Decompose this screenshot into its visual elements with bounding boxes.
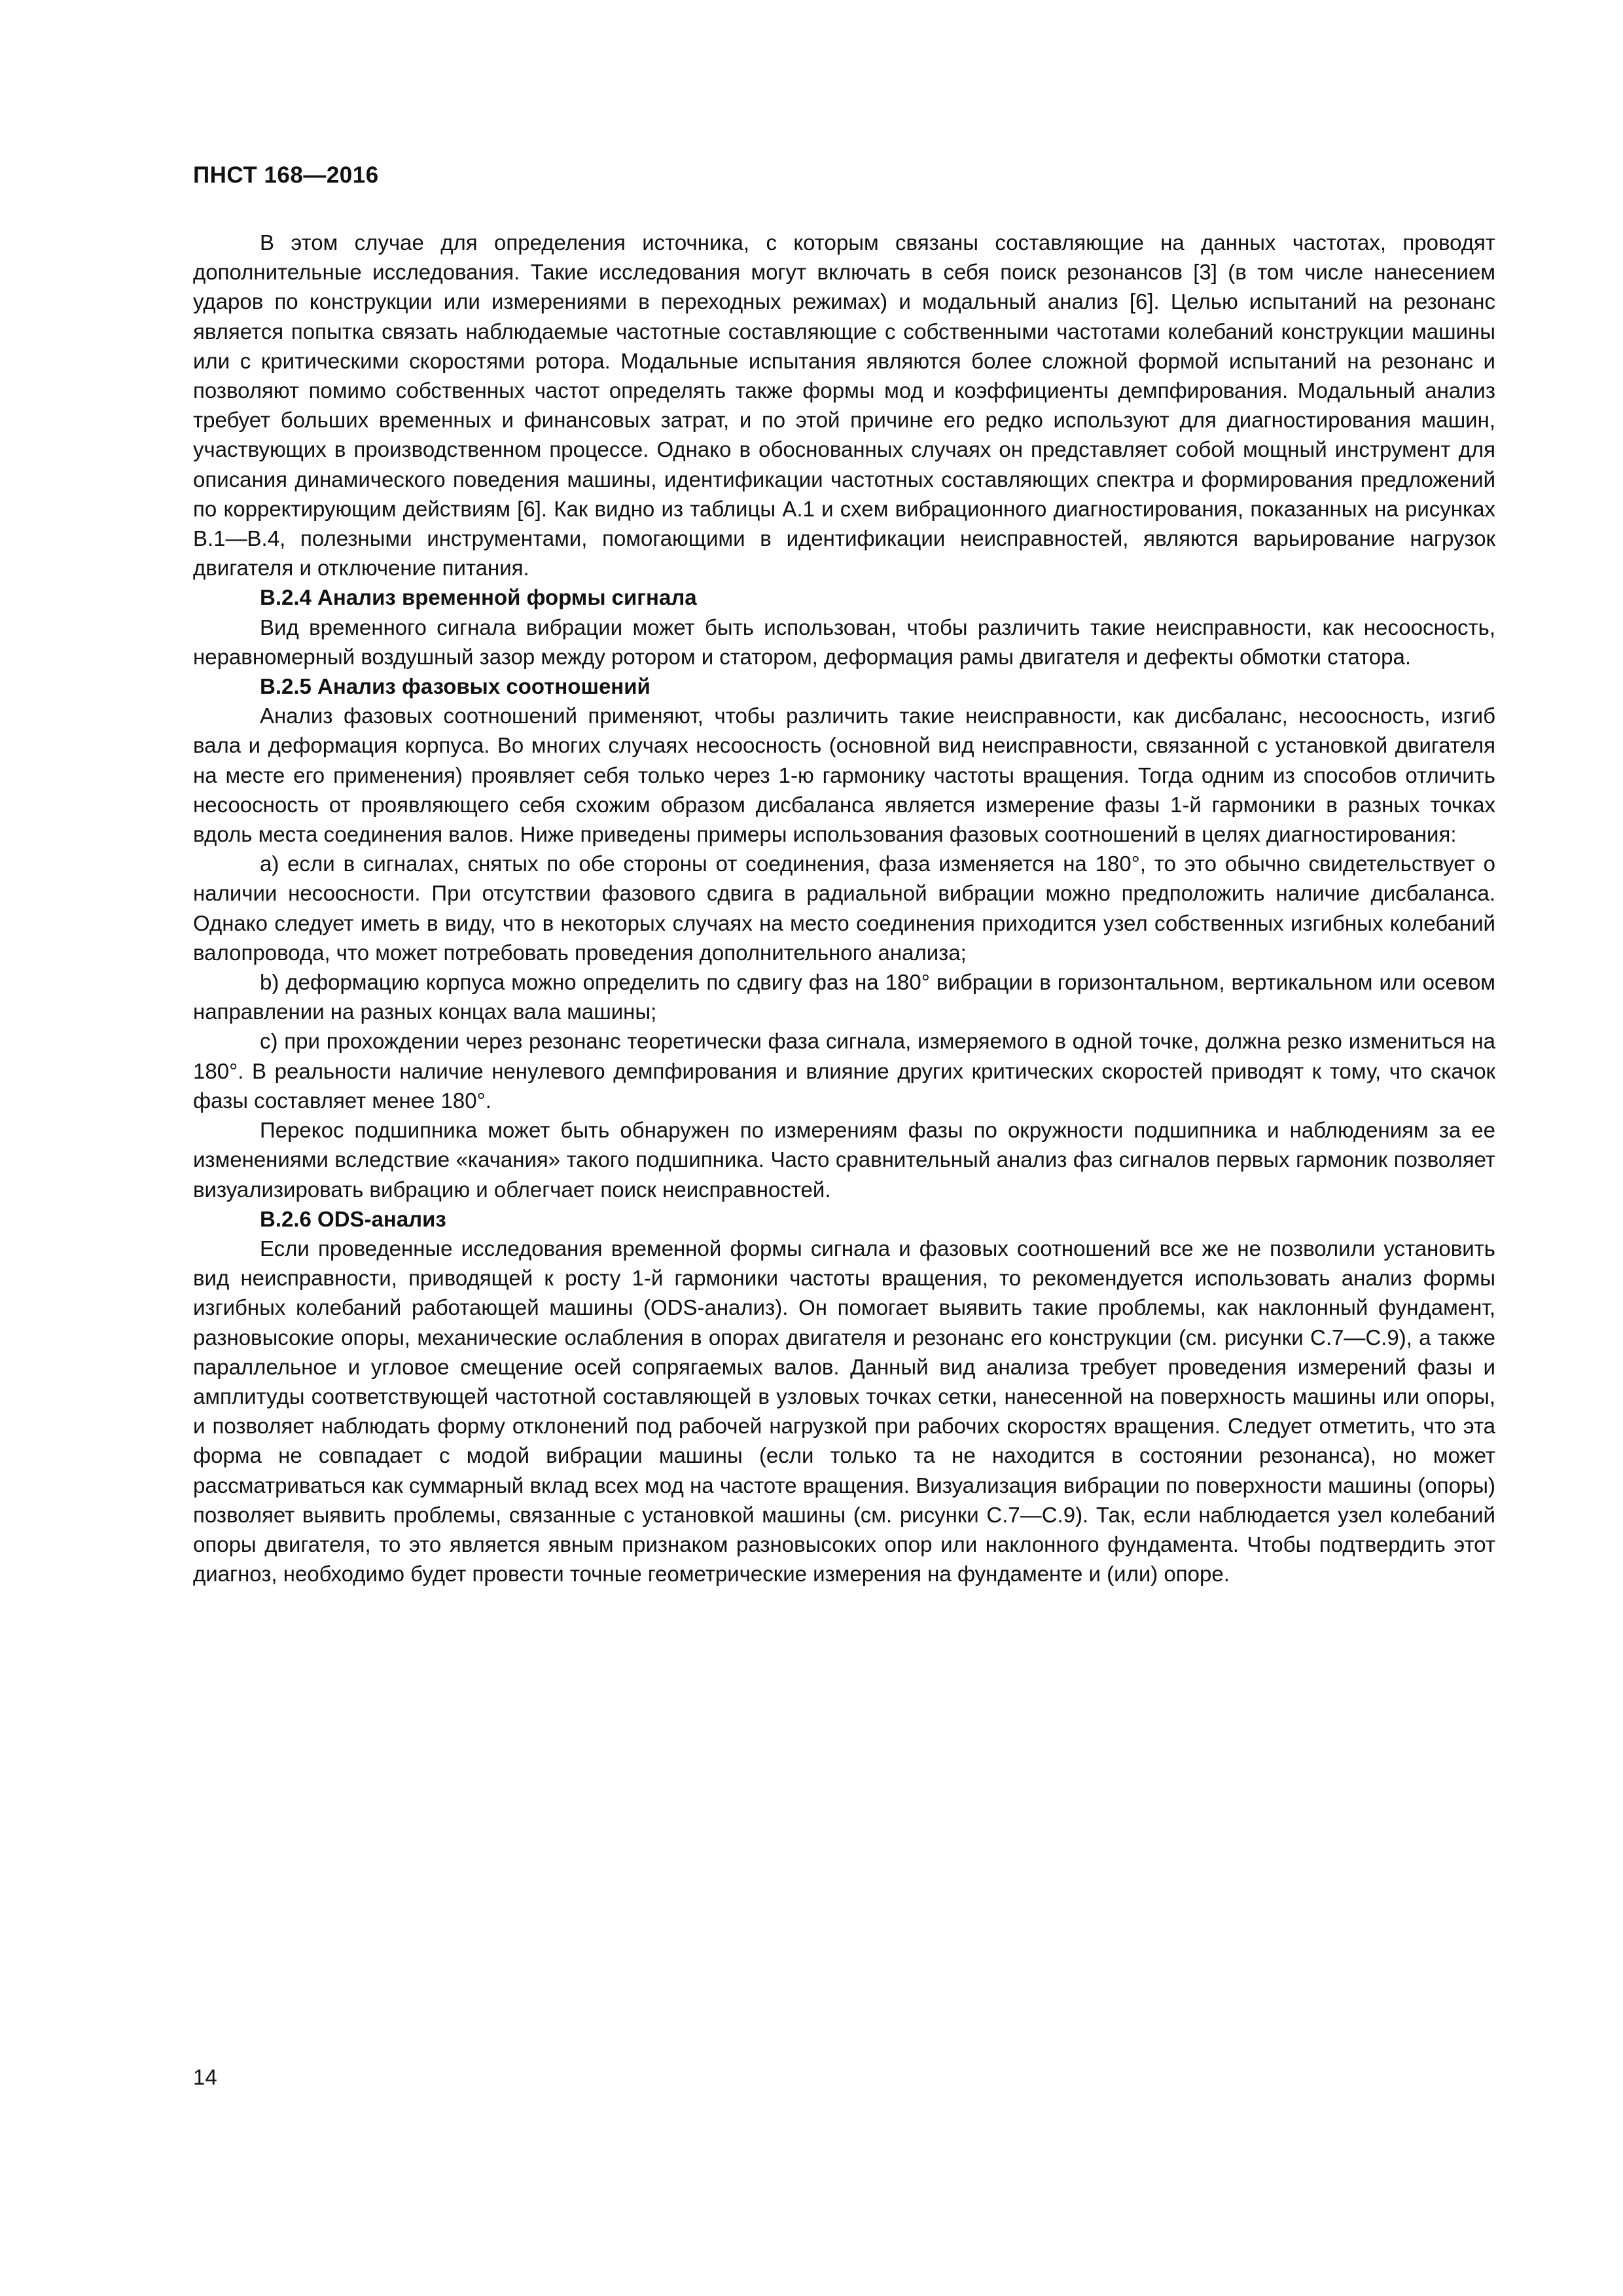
paragraph: В этом случае для определения источника, с которым связаны составляющие на данных частотах, проводят дополнительные исследования. Такие исследования могут включать в себя поиск резонансов [3] (в том числе нанесением ударов по конструкции или измерениями в переходных режимах) и модальный анализ [6]. Целью испытаний на резонанс является попытка связать наблюдаемые частотные составляющие с собственными частотами колебаний конструкции машины или с критическими скоростями ротора. Модальные испытания являются более сложной формой испытаний на резонанс и позволяют помимо собственных частот определять также формы мод и коэффициенты демпфирования. Модальный анализ требует больших временных и финансовых затрат, и по этой причине его редко используют для диагностирования машин, участвующих в производственном процессе. Однако в обоснованных случаях он представляет собой мощный инструмент для описания динамического поведения машины, идентификации частотных составляющих спектра и формирования предложений по корректирующим действиям [6]. Как видно из таблицы А.1 и схем вибрационного диагностирования, показанных на рисунках В.1—В.4, полезными инструментами, помогающими в идентификации неисправностей, являются варьирование нагрузок двигателя и отключение питания.: [193, 230, 1495, 581]
document-header: ПНСТ 168—2016: [193, 162, 379, 188]
paragraph: Анализ фазовых соотношений применяют, чтобы различить такие неисправности, как дисбаланс, несоосность, изгиб вала и деформация корпуса. Во многих случаях несоосность (основной вид неисправности, связанной с установкой двигателя на месте его применения) проявляет себя только через 1-ю гармонику частоты вращения. Тогда одним из способов отличить несоосность от проявляющего себя схожим образом дисбаланса является измерение фазы 1-й гармоники в разных точках вдоль места соединения валов. Ниже приведены примеры использования фазовых соотношений в целях диагностирования:: [193, 704, 1495, 847]
list-item: a) если в сигналах, снятых по обе стороны от соединения, фаза изменяется на 180°, то это обычно свидетельствует о наличии несоосности. При отсутствии фазового сдвига в радиальной вибрации можно предположить наличие дисбаланса. Однако следует иметь в виду, что в некоторых случаях на место соединения приходится узел собственных изгибных колебаний валопровода, что может потребовать проведения дополнительного анализа;: [193, 852, 1495, 965]
paragraph: Вид временного сигнала вибрации может быть использован, чтобы различить такие неисправности, как несоосность, неравномерный воздушный зазор между ротором и статором, деформация рамы двигателя и дефекты обмотки статора.: [193, 615, 1495, 669]
page-number: 14: [193, 2065, 217, 2089]
section-heading: В.2.6 ODS-анализ: [260, 1206, 446, 1231]
section-heading: В.2.4 Анализ временной формы сигнала: [260, 585, 697, 610]
document-body: [193, 228, 1495, 1588]
paragraph: Если проведенные исследования временной формы сигнала и фазовых соотношений все же не позволили установить вид неисправности, приводящей к росту 1-й гармоники частоты вращения, то рекомендуется использовать анализ формы изгибных колебаний работающей машины (ODS-анализ). Он помогает выявить такие проблемы, как наклонный фундамент, разновысокие опоры, механические ослабления в опорах двигателя и резонанс его конструкции (см. рисунки С.7—С.9), а также параллельное и угловое смещение осей сопрягаемых валов. Данный вид анализа требует проведения измерений фазы и амплитуды соответствующей частотной составляющей в узловых точках сетки, нанесенной на поверхность машины или опоры, и позволяет наблюдать форму отклонений под рабочей нагрузкой при рабочих скоростях вращения. Следует отметить, что эта форма не совпадает с модой вибрации машины (если только та не находится в состоянии резонанса), но может рассматриваться как суммарный вклад всех мод на частоте вращения. Визуализация вибрации по поверхности машины (опоры) позволяет выявить проблемы, связанные с установкой машины (см. рисунки С.7—С.9). Так, если наблюдается узел колебаний опоры двигателя, то это является явным признаком разновысоких опор или наклонного фундамента. Чтобы подтвердить этот диагноз, необходимо будет провести точные геометрические измерения на фундаменте и (или) опоре.: [193, 1236, 1495, 1587]
section-heading: В.2.5 Анализ фазовых соотношений: [260, 674, 651, 699]
list-item: c) при прохождении через резонанс теоретически фаза сигнала, измеряемого в одной точке, должна резко измениться на 180°. В реальности наличие ненулевого демпфирования и влияние других критических скоростей приводят к тому, что скачок фазы составляет менее 180°.: [193, 1029, 1495, 1113]
paragraph: Перекос подшипника может быть обнаружен по измерениям фазы по окружности подшипника и наблюдениям за ее изменениями вследствие «качания» такого подшипника. Часто сравнительный анализ фаз сигналов первых гармоник позволяет визуализировать вибрацию и облегчает поиск неисправностей.: [193, 1118, 1495, 1202]
list-item: b) деформацию корпуса можно определить по сдвигу фаз на 180° вибрации в горизонтальном, вертикальном или осевом направлении на разных концах вала машины;: [193, 970, 1495, 1024]
